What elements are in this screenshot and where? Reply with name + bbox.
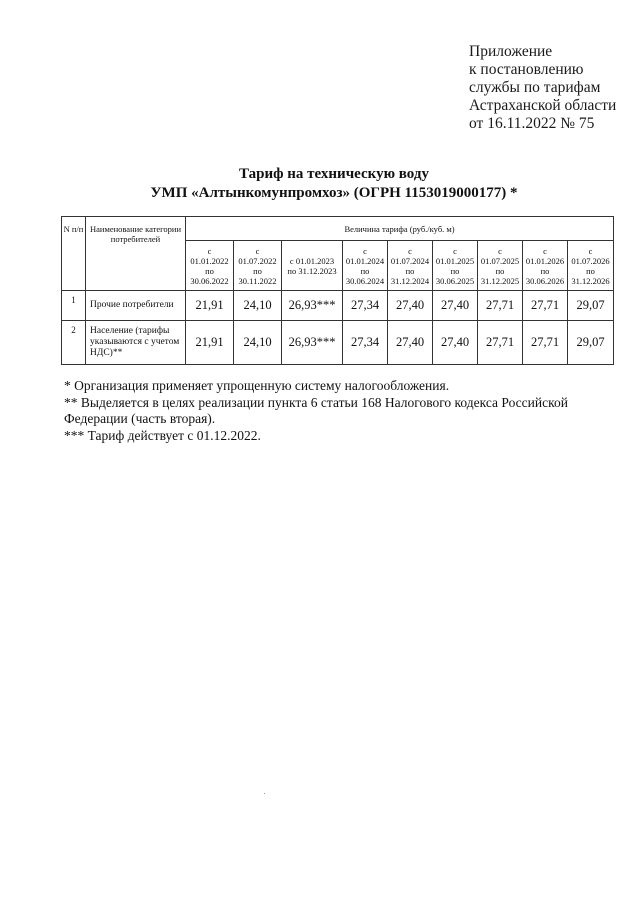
tariff-value-cell: 21,91: [186, 291, 234, 321]
period-header: [388, 241, 433, 291]
title-line-2: УМП «Алтынкомунпромхоз» (ОГРН 1153019000177) *: [150, 185, 518, 201]
period-line: 30.06.2026: [525, 275, 565, 286]
header-number: N п/п: [62, 217, 86, 291]
appendix-line: к постановлению: [469, 61, 584, 78]
period-line: с: [408, 245, 412, 256]
appendix-line: от 16.11.2022 № 75: [469, 115, 595, 132]
appendix-line: Астраханской области: [469, 97, 617, 114]
period-line: по 31.12.2023: [287, 265, 337, 276]
tariff-value-cell: 29,07: [568, 291, 614, 321]
footnote: ** Выделяется в целях реализации пункта 6 статьи 168 Налогового кодекса Российской Федерации (часть вторая).: [64, 394, 568, 426]
period-line: 01.01.2025: [435, 255, 475, 266]
period-header: [234, 241, 282, 291]
tariff-value-cell: 26,93***: [282, 321, 343, 365]
period-line: 01.07.2022: [238, 255, 277, 266]
tariff-value-cell: 29,07: [568, 321, 614, 365]
period-line: 31.12.2026: [571, 275, 610, 286]
document-title: [0, 165, 640, 203]
title-line-1: Тариф на техническую воду: [239, 166, 429, 182]
period-line: 01.01.2026: [525, 255, 565, 266]
period-header: [433, 241, 478, 291]
tariff-value-cell: 27,71: [523, 321, 568, 365]
appendix-line: службы по тарифам: [469, 79, 601, 96]
period-line: с: [363, 245, 367, 256]
period-line: 31.12.2025: [480, 275, 520, 286]
period-line: с: [498, 245, 502, 256]
tariff-value-cell: 27,71: [523, 291, 568, 321]
period-line: 31.12.2024: [390, 275, 430, 286]
period-header: [523, 241, 568, 291]
period-line: 30.06.2024: [345, 275, 385, 286]
period-header: [282, 241, 343, 291]
row-number: 1: [62, 291, 86, 321]
period-line: с: [453, 245, 457, 256]
period-line: 01.07.2026: [571, 255, 610, 266]
period-line: 01.01.2024: [345, 255, 385, 266]
footnote: * Организация применяет упрощенную систему налогообложения.: [64, 378, 450, 393]
tariff-value-cell: 27,40: [388, 291, 433, 321]
period-line: по: [205, 265, 214, 276]
period-line: по: [540, 265, 550, 276]
tariff-value-cell: 27,34: [343, 321, 388, 365]
footnote: *** Тариф действует с 01.12.2022.: [64, 427, 261, 443]
appendix-block: [469, 43, 616, 133]
period-header: [478, 241, 523, 291]
period-header: [568, 241, 614, 291]
tariff-table: [61, 216, 614, 365]
period-header: [186, 241, 234, 291]
period-line: по: [360, 265, 370, 276]
row-number: 2: [62, 321, 86, 365]
tariff-value-cell: 27,71: [478, 291, 523, 321]
tariff-value-cell: 21,91: [186, 321, 234, 365]
period-line: по: [253, 265, 262, 276]
period-line: 30.06.2025: [435, 275, 475, 286]
table-row: [62, 291, 614, 321]
tariff-value-cell: 26,93***: [282, 291, 343, 321]
period-line: 01.07.2025: [480, 255, 520, 266]
tariff-value-cell: 24,10: [234, 321, 282, 365]
appendix-line: Приложение: [469, 43, 553, 60]
period-line: с: [588, 245, 593, 256]
period-line: 01.01.2022: [190, 255, 229, 266]
period-line: с 01.01.2023: [289, 255, 335, 266]
tariff-value-cell: 24,10: [234, 291, 282, 321]
tariff-value-cell: 27,34: [343, 291, 388, 321]
period-line: с: [207, 245, 212, 256]
period-line: по: [495, 265, 505, 276]
period-line: с: [543, 245, 547, 256]
row-category-name: Население (тарифы указываются с учетом НДС)**: [86, 321, 186, 365]
tariff-value-cell: 27,40: [433, 321, 478, 365]
footnotes: [64, 378, 624, 444]
tariff-value-cell: 27,40: [388, 321, 433, 365]
period-line: с: [255, 245, 260, 256]
header-category: Наименование категории потребителей: [86, 217, 186, 291]
header-tariff-value: Величина тарифа (руб./куб. м): [186, 217, 614, 241]
scan-dot: [264, 793, 265, 794]
period-line: по: [450, 265, 460, 276]
period-header: [343, 241, 388, 291]
period-line: по: [405, 265, 415, 276]
header-row: [62, 217, 614, 241]
period-line: 01.07.2024: [390, 255, 430, 266]
period-line: 30.11.2022: [238, 275, 277, 286]
period-line: по: [586, 265, 595, 276]
row-category-name: Прочие потребители: [86, 291, 186, 321]
tariff-value-cell: 27,71: [478, 321, 523, 365]
table-row: [62, 321, 614, 365]
period-line: 30.06.2022: [190, 275, 229, 286]
tariff-value-cell: 27,40: [433, 291, 478, 321]
